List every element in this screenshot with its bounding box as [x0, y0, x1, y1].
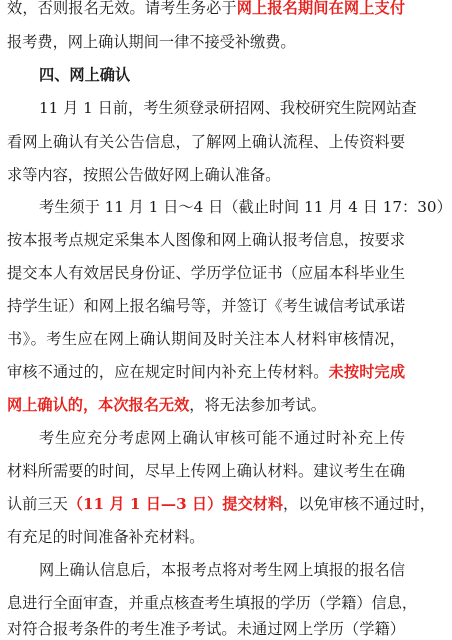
paragraph-line [7, 361, 405, 383]
body-text: 报考费，网上确认期间一律不接受补缴费。 [7, 33, 296, 51]
body-text: 11 月 1 日前，考生须登录研招网、我校研究生院网站查 [39, 99, 417, 117]
body-text: 提交本人有效居民身份证、学历学位证书（应届本科毕业生 [7, 264, 405, 282]
body-text: 按本报考点规定采集本人图像和网上确认报考信息，按要求 [7, 231, 405, 249]
emphasis-text: 网上确认的，本次报名无效 [7, 396, 190, 414]
paragraph-line [7, 97, 417, 119]
body-text: 求等内容，按照公告做好网上确认准备。 [7, 166, 281, 184]
body-text: 审核不通过的，应在规定时间内补充上传材料。 [7, 363, 329, 381]
body-text: 网上确认信息后，本报考点将对考生网上填报的报名信 [39, 561, 405, 579]
paragraph-line [7, 618, 405, 640]
body-text: 持学生证）和网上报名编号等，并签订《考生诚信考试承诺 [7, 297, 405, 315]
paragraph-line [7, 460, 405, 482]
paragraph-line [7, 131, 405, 153]
body-text: 考生应充分考虑网上确认审核可能不通过时补充上传 [39, 429, 405, 447]
body-text: 对符合报考条件的考生准予考试。未通过网上学历（学籍） [7, 620, 405, 638]
paragraph-line [7, 31, 405, 53]
paragraph-line [7, 394, 405, 416]
body-text: 材料所需要的时间，尽早上传网上确认材料。建议考生在确 [7, 462, 405, 480]
paragraph-line [7, 262, 405, 284]
paragraph-line [7, 592, 418, 614]
body-text: ，以免审核不通过时， [283, 495, 435, 513]
body-text: 认前三天 [7, 495, 68, 513]
emphasis-text: 网上报名期间在网上支付 [236, 0, 405, 17]
paragraph-line [7, 196, 452, 218]
body-text: 书》。考生应在网上确认期间及时关注本人材料审核情况， [7, 330, 405, 348]
paragraph-line [7, 559, 405, 581]
emphasis-text: （11 月 1 日—3 日）提交材料 [67, 495, 284, 513]
paragraph-line [7, 526, 405, 548]
body-text: 效，否则报名无效。请考生务必于 [7, 0, 237, 17]
paragraph-line [7, 229, 405, 251]
emphasis-text: 未按时完成 [328, 363, 405, 381]
body-text: 有充足的时间准备补充材料。 [7, 528, 205, 546]
paragraph-line [7, 295, 405, 317]
body-text: 息进行全面审查，并重点核查考生填报的学历（学籍）信息， [7, 594, 418, 612]
paragraph-line [7, 164, 405, 186]
body-text: ，将无法参加考试。 [189, 396, 326, 414]
body-text: 看网上确认有关公告信息，了解网上确认流程、上传资料要 [7, 133, 405, 151]
body-text: 考生须于 11 月 1 日～4 日（截止时间 11 月 4 日 17：30） [39, 198, 452, 216]
paragraph-line [7, 0, 405, 19]
section-heading: 四、网上确认 [39, 66, 131, 84]
paragraph-line [7, 328, 405, 350]
paragraph-line [7, 427, 405, 449]
paragraph-line [7, 493, 435, 515]
